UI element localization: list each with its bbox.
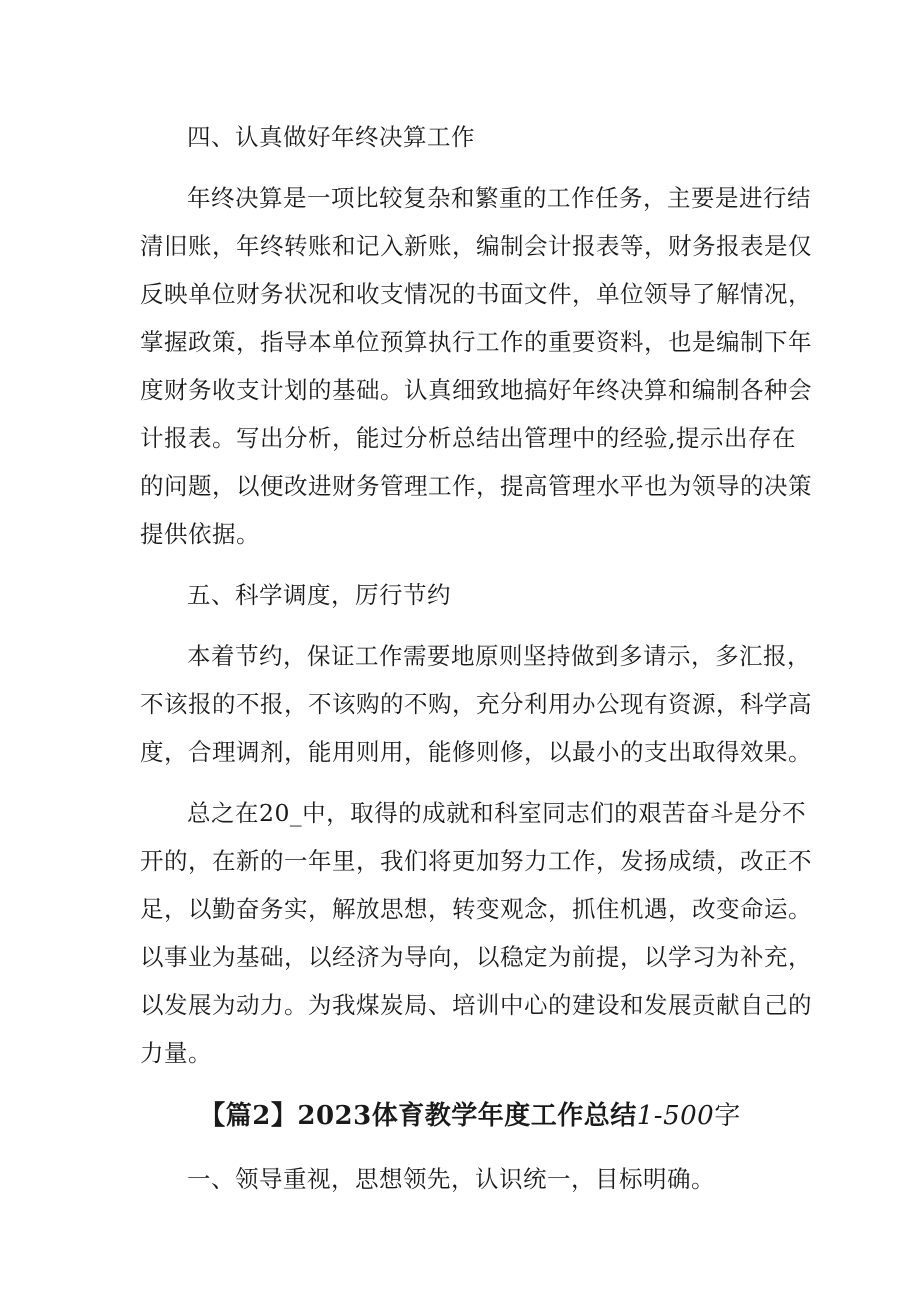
paragraph-line: 提供依据。 — [140, 520, 260, 548]
paragraph-line: 清旧账，年终转账和记入新账，编制会计报表等，财务报表是仅 — [140, 232, 812, 260]
paragraph-line: 开的，在新的一年里，我们将更加努力工作，发扬成绩，改正不 — [140, 847, 812, 875]
section-paragraph-5 — [140, 632, 812, 776]
paragraph-line: 度，合理调剂，能用则用，能修则修，以最小的支出取得效果。 — [140, 738, 812, 766]
conclusion-paragraph — [140, 789, 812, 1077]
article-title-main: 【篇2】2023体育教学年度工作总结 — [199, 1101, 637, 1131]
article-title-tail: 字 — [714, 1101, 741, 1131]
paragraph-line: 度财务收支计划的基础。认真细致地搞好年终决算和编制各种会 — [140, 376, 812, 404]
paragraph-line: 力量。 — [140, 1039, 212, 1067]
article-title-range: 1-500 — [636, 1101, 715, 1131]
section-heading-4: 四、认真做好年终决算工作 — [187, 123, 475, 151]
paragraph-line: 年终决算是一项比较复杂和繁重的工作任务，主要是进行结 — [187, 184, 811, 212]
paragraph-line: 的问题，以便改进财务管理工作，提高管理水平也为领导的决策 — [140, 472, 812, 500]
section-heading-1: 一、领导重视，思想领先，认识统一，目标明确。 — [187, 1165, 715, 1193]
paragraph-line: 本着节约，保证工作需要地原则坚持做到多请示，多汇报， — [187, 642, 811, 670]
document-body — [140, 113, 812, 1203]
article-title — [140, 1090, 800, 1142]
paragraph-line: 足，以勤奋务实，解放思想，转变观念，抓住机遇，改变命运。 — [140, 895, 812, 923]
paragraph-line: 不该报的不报，不该购的不购，充分利用办公现有资源，科学高 — [140, 690, 812, 718]
paragraph-line: 计报表。写出分析，能过分析总结出管理中的经验,提示出存在 — [140, 424, 796, 452]
paragraph-line: 掌握政策，指导本单位预算执行工作的重要资料，也是编制下年 — [140, 328, 812, 356]
paragraph-line: 总之在20_中，取得的成就和科室同志们的艰苦奋斗是分不 — [187, 799, 807, 827]
section-paragraph-4 — [140, 174, 812, 558]
paragraph-line: 反映单位财务状况和收支情况的书面文件，单位领导了解情况， — [140, 280, 812, 308]
paragraph-line: 以发展为动力。为我煤炭局、培训中心的建设和发展贡献自己的 — [140, 991, 812, 1019]
paragraph-line: 以事业为基础，以经济为导向，以稳定为前提，以学习为补充， — [140, 943, 812, 971]
section-heading-5: 五、科学调度，厉行节约 — [187, 581, 451, 609]
